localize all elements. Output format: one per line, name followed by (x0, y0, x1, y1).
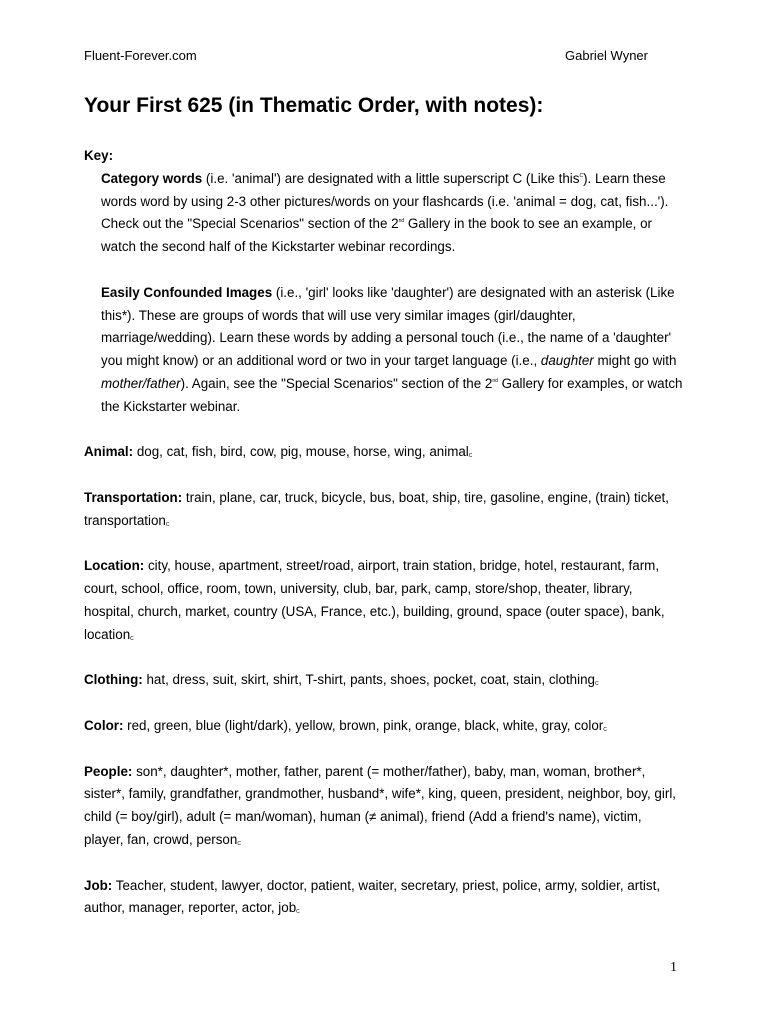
header-author: Gabriel Wyner (565, 48, 648, 63)
key-category-text-1: (i.e. 'animal') are designated with a little superscript C (Like this (202, 170, 580, 186)
category-words: red, green, blue (light/dark), yellow, brown, pink, orange, black, white, gray, color (123, 717, 604, 733)
category-location (84, 555, 684, 646)
category-words: city, house, apartment, street/road, airport, train station, bridge, hotel, restaurant, farm, court, school, office, room, town, university, club, bar, park, camp, store/shop, theater, library, hospital, church, market, country (USA, France, etc.), building, ground, space (outer space), bank, location (84, 558, 665, 642)
key-confounded-term: Easily Confounded Images (101, 284, 273, 300)
key-category-term: Category words (101, 170, 203, 186)
category-label: Animal: (84, 444, 134, 460)
category-label: Job: (84, 877, 113, 893)
category-words: hat, dress, suit, skirt, shirt, T-shirt, pants, shoes, pocket, coat, stain, clothing (142, 672, 596, 688)
ordinal-suffix: nd (398, 218, 405, 225)
page-number: 1 (670, 960, 677, 975)
category-words: train, plane, car, truck, bicycle, bus, boat, ship, tire, gasoline, engine, (train) ticket, transportation (84, 489, 669, 528)
category-label: Location: (84, 558, 145, 574)
category-label: Clothing: (84, 672, 143, 688)
category-clothing (84, 669, 684, 692)
document-title: Your First 625 (in Thematic Order, with notes): (84, 94, 544, 117)
category-words: son*, daughter*, mother, father, parent (= mother/father), baby, man, woman, brother*, sister*, family, grandfather, grandmother, husband*, wife*, king, queen, president, neighbor, boy, girl, child (= boy/girl), adult (= man/woman), human (≠ animal), friend (Add a friend's name), victim, player, fan, crowd, person (84, 763, 677, 847)
key-confounded-text-1: (i.e., 'girl' looks like 'daughter') are designated with an asterisk (Like this*). These are groups of words that will use very similar images (girl/daughter, marriage/wedding). Learn these words by adding a personal touch (i.e., the name of a 'daughter' you might know) or an additional word or two in your target language (i.e., (101, 284, 675, 369)
category-marker: C (468, 453, 473, 460)
category-marker: C (296, 909, 300, 916)
key-confounded-images (101, 282, 684, 419)
category-label: People: (84, 763, 133, 779)
category-words: dog, cat, fish, bird, cow, pig, mouse, horse, wing, animal (133, 444, 469, 460)
key-category-text-2: ). Learn these words word by using 2-3 other pictures/words on your flashcards (i.e. 'animal = dog, cat, fish...'). Check out the "Special Scenarios" section of the 2 (101, 170, 669, 232)
category-marker: C (595, 681, 599, 688)
header-site: Fluent-Forever.com (84, 48, 197, 63)
key-category-words (101, 168, 684, 259)
key-confounded-text-3: ). Again, see the "Special Scenarios" section of the 2 (180, 375, 493, 391)
document-body (84, 145, 684, 920)
page-header (84, 48, 648, 66)
key-heading: Key: (84, 148, 114, 163)
key-confounded-text-4: Gallery for examples, or watch the Kickstarter webinar. (101, 375, 683, 414)
category-job (84, 875, 684, 921)
category-marker: C (165, 521, 170, 528)
category-people (84, 761, 684, 852)
category-words: Teacher, student, lawyer, doctor, patient, waiter, secretary, priest, police, army, soldier, artist, author, manager, reporter, actor, job (84, 877, 661, 916)
category-marker: C (603, 726, 607, 733)
category-marker: C (237, 840, 241, 847)
category-animal (84, 441, 684, 464)
category-color (84, 715, 684, 738)
category-label: Color: (84, 717, 124, 733)
key-confounded-italic-1: daughter (540, 353, 594, 369)
category-label: Transportation: (84, 489, 183, 505)
category-marker: C (579, 172, 584, 179)
key-confounded-text-2: might go with (593, 353, 677, 369)
category-transportation (84, 487, 684, 533)
category-marker: C (130, 635, 134, 642)
key-confounded-italic-2: mother/father (101, 375, 181, 391)
ordinal-suffix: nd (492, 377, 498, 384)
key-category-text-3: Gallery in the book to see an example, or watch the second half of the Kickstarter webinar recordings. (101, 216, 653, 255)
